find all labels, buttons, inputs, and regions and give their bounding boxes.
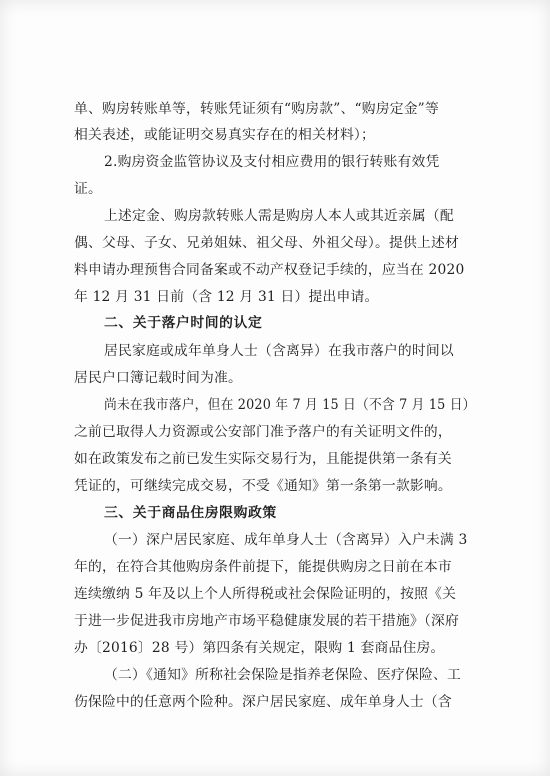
line-text: 年的，在符合其他购房条件前提下，能提供购房之日前在本市 [74, 559, 452, 575]
line-text: 凭证的，可继续完成交易，不受《通知》第一条第一款影响。 [74, 478, 452, 494]
line-text: 办〔2016〕28 号）第四条有关规定，限购 1 套商品住房。 [74, 640, 445, 656]
line-text: 2.购房资金监管协议及支付相应费用的银行转账有效凭 [104, 154, 440, 170]
line-text: 于进一步促进我市房地产市场平稳健康发展的若干措施》（深府 [74, 613, 460, 629]
heading-text: 二、关于落户时间的认定 [104, 315, 263, 331]
line-text: 居民户口簿记载时间为准。 [74, 370, 242, 386]
line-text: （一）深户居民家庭、成年单身人士（含离异）入户未满 3 [104, 532, 468, 548]
line-text: 居民家庭或成年单身人士（含离异）在我市落户的时间以 [104, 343, 454, 359]
heading-text: 三、关于商品住房限购政策 [104, 505, 277, 521]
line-text: 年 12 月 31 日前（含 12 月 31 日）提出申请。 [74, 289, 379, 305]
line-text: 连续缴纳 5 年及以上个人所得税或社会保险证明的，按照《关 [74, 586, 457, 602]
line-text: 证。 [74, 181, 102, 197]
line-text: 料申请办理预售合同备案或不动产权登记手续的，应当在 2020 [74, 262, 465, 278]
line-text: 尚未在我市落户，但在 2020 年 7 月 15 日（不含 7 月 15 日） [104, 397, 476, 413]
line-text: 如在政策发布之前已发生实际交易行为，且能提供第一条有关 [74, 451, 452, 467]
line-text: 上述定金、购房款转账人需是购房人本人或其近亲属（配 [104, 208, 454, 224]
line-text: 单、购房转账单等，转账凭证须有“购房款”、“购房定金”等 [74, 101, 439, 117]
line-text: 偶、父母、子女、兄弟姐妹、祖父母、外祖父母）。提供上述材 [74, 235, 460, 251]
line-text: 之前已取得人力资源或公安部门准予落户的有关证明文件的， [74, 424, 452, 440]
line-text: 相关表述，或能证明交易真实存在的相关材料）； [74, 127, 376, 143]
line-text: （二）《通知》所称社会保险是指养老保险、医疗保险、工 [104, 667, 462, 683]
line-text: 伤保险中的任意两个险种。深户居民家庭、成年单身人士（含 [74, 694, 452, 710]
